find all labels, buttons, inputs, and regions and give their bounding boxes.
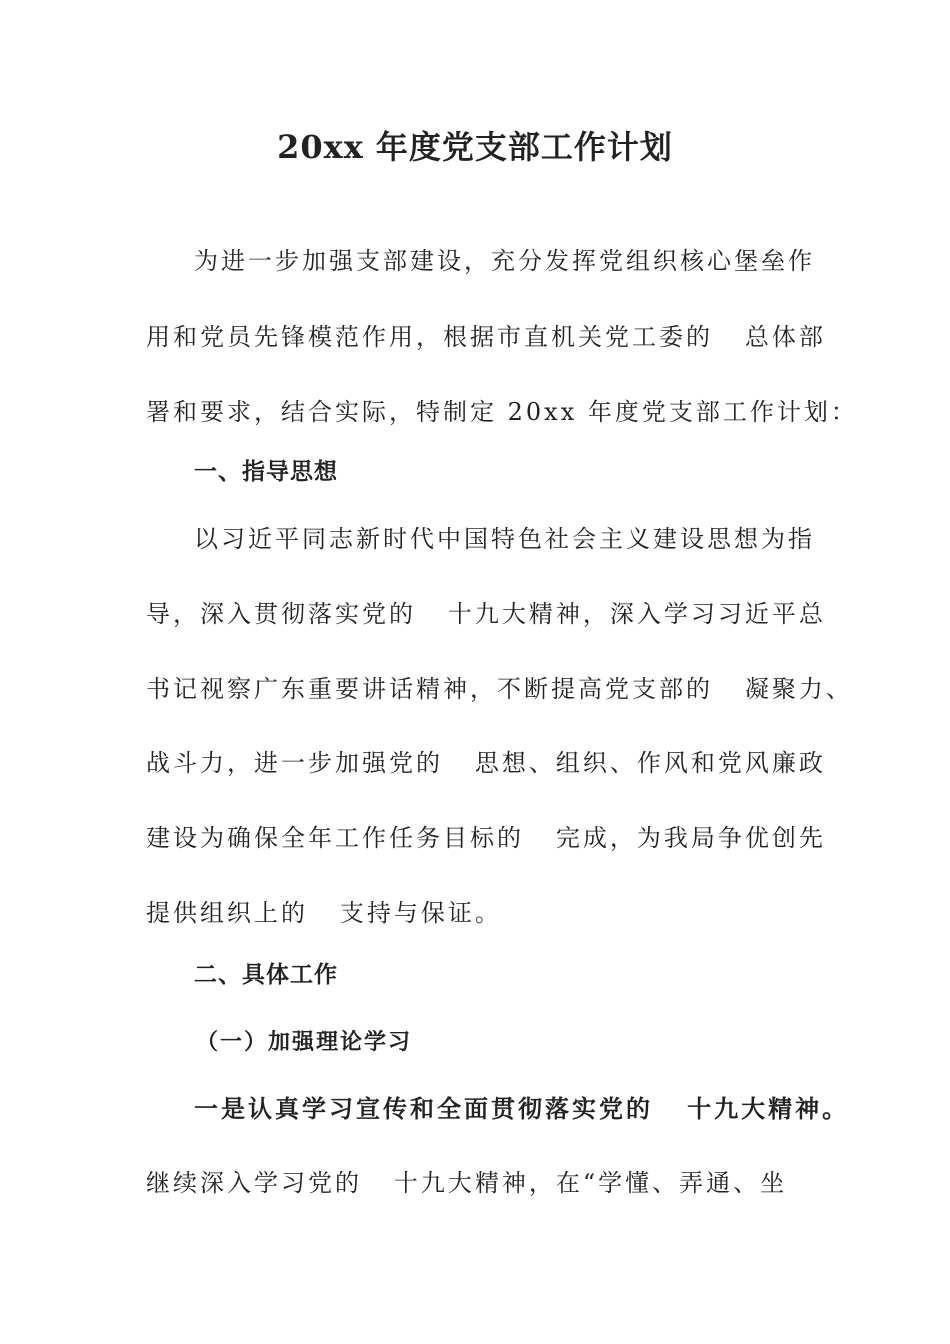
section1-line-6: 提供组织上的 支持与保证。 [146, 899, 502, 927]
section-heading-guiding-ideology: 一、指导思想 [194, 459, 338, 485]
section1-line-2: 导，深入贯彻落实党的 十九大精神，深入学习习近平总 [146, 600, 826, 628]
section2-line-1: 继续深入学习党的 十九大精神，在“学懂、弄通、坐 [146, 1169, 788, 1197]
intro-line-1: 为进一步加强支部建设，充分发挥党组织核心堡垒作 [194, 247, 815, 275]
section1-line-4: 战斗力，进一步加强党的 思想、组织、作风和党风廉政 [146, 749, 826, 777]
section1-line-1: 以习近平同志新时代中国特色社会主义建设思想为指 [194, 525, 815, 553]
section1-line-3: 书记视察广东重要讲话精神，不断提高党支部的 凝聚力、 [146, 675, 853, 703]
intro-line-2: 用和党员先锋模范作用，根据市直机关党工委的 总体部 [146, 323, 826, 351]
page-title: 20xx 年度党支部工作计划 [277, 128, 673, 166]
section2-bold-line: 一是认真学习宣传和全面贯彻落实党的 十九大精神。 [194, 1094, 850, 1123]
section-heading-specific-work: 二、具体工作 [194, 962, 338, 988]
intro-line-3: 署和要求，结合实际，特制定 20xx 年度党支部工作计划： [146, 398, 858, 426]
section1-line-5: 建设为确保全年工作任务目标的 完成，为我局争优创先 [146, 824, 826, 852]
subsection-heading-theory-study: （一）加强理论学习 [196, 1030, 413, 1055]
